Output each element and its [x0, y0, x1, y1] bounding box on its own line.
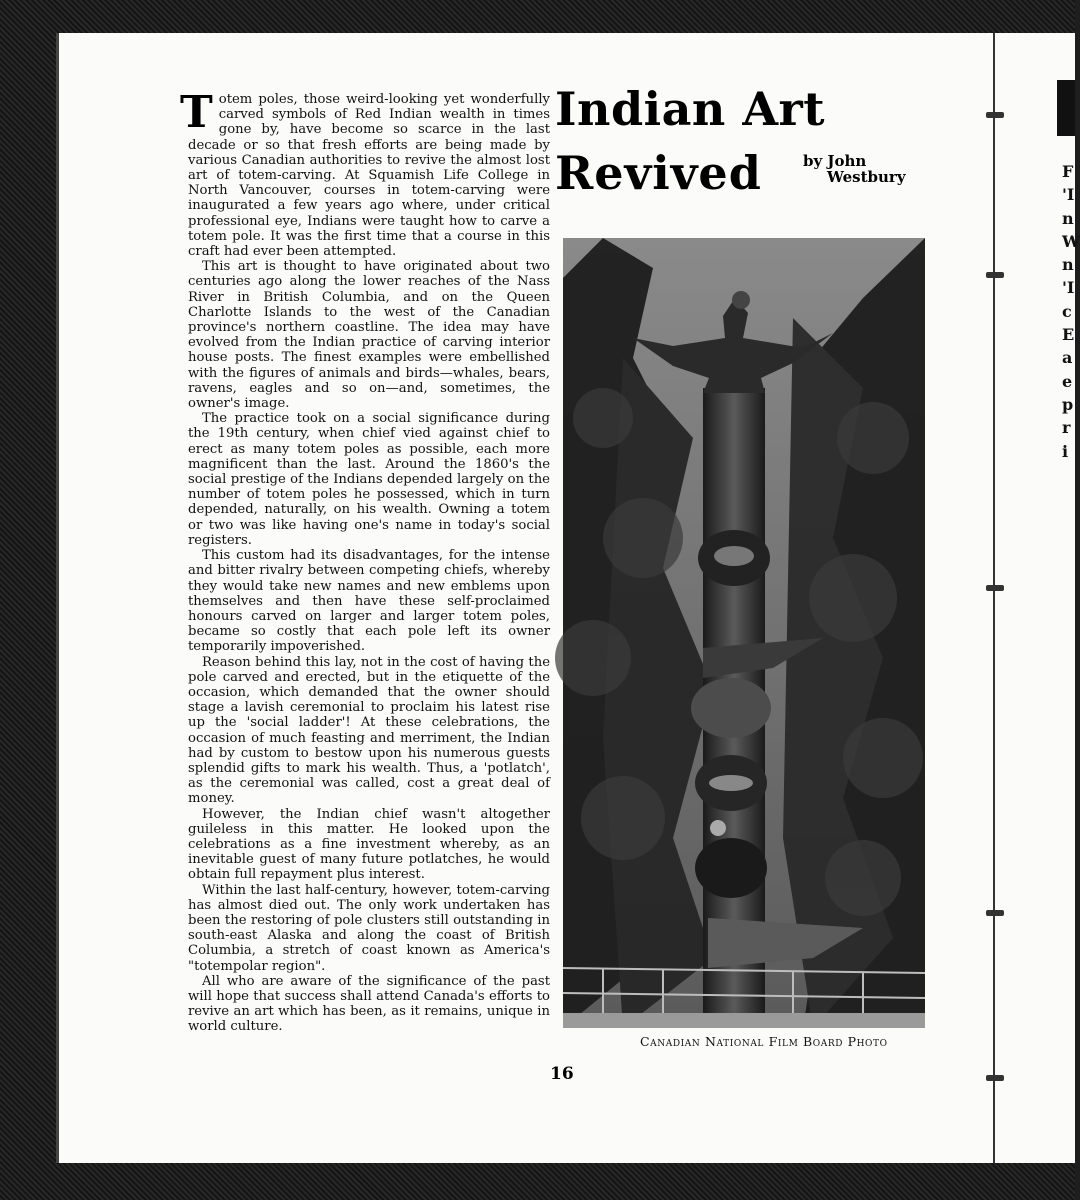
totem-pole-photo — [563, 238, 925, 1028]
paragraph-4: This custom had its disadvantages, for the intense and bitter rivalry between competing chiefs, whereby they would take new names and new emblems upon themselves and then have these self-proclaimed honours carved on larger and larger totem poles, became so costly that each pole left its owner temporarily impoverished. — [188, 548, 550, 655]
facing-page-letter: E — [1062, 325, 1075, 345]
facing-page-letter: n — [1062, 255, 1074, 275]
byline-author: by John — [803, 152, 867, 170]
paragraph-3: The practice took on a social significance during the 19th century, when chief vied against chief to erect as many totem poles as possible, each more magnificent than the last. Around the 1860's the social prestige of the Indians depended largely on the number of totem poles he possessed, which in turn depended, naturally, on his wealth. Owning a totem or two was like having one's name in today's social registers. — [188, 411, 550, 548]
gutter-line — [993, 33, 995, 1163]
drop-cap: T — [180, 87, 213, 138]
photo-caption: Canadian National Film Board Photo — [640, 1034, 888, 1049]
article-body — [180, 87, 550, 1035]
paragraph-1: Totem poles, those weird-looking yet wonderfully carved symbols of Red Indian wealth in times gone by, have become so scarce in the last decade or so that fresh efforts are being made by various Canadian authorities to revive the almost lost art of totem-carving. At Squamish Life College in North Vancouver, courses in totem-carving were inaugurated a few years ago where, under critical professional eye, Indians were taught how to carve a totem pole. It was the first time that a course in this craft had ever been attempted. — [180, 87, 550, 260]
facing-page-text — [1062, 160, 1080, 463]
paragraph-2: This art is thought to have originated about two centuries ago along the lower reaches of the Nass River in British Columbia, and on the Queen Charlotte Islands to the west of the Canadian province's northern coastline. The idea may have evolved from the Indian practice of carving interior house posts. The finest examples were embellished with the figures of animals and birds—whales, bears, ravens, eagles and so on—and, sometimes, the owner's image. — [188, 259, 550, 412]
facing-page-letter: c — [1062, 301, 1072, 321]
paragraph-8: All who are aware of the significance of the past will hope that success shall attend Canada's efforts to revive an art which has been, as it remains, unique in world culture. — [188, 973, 550, 1035]
paragraph-7: Within the last half-century, however, totem-carving has almost died out. The only work undertaken has been the restoring of pole clusters still outstanding in south-east Alaska and along the coast of British Columbia, a stretch of coast known as America's "totempolar region". — [188, 882, 550, 974]
facing-page-letter: W — [1062, 231, 1080, 251]
facing-page-letter: F — [1062, 162, 1074, 181]
facing-page-letter: p — [1062, 394, 1074, 414]
binding-mark — [986, 910, 1004, 916]
binding-mark — [986, 585, 1004, 591]
totem-pole-illustration — [563, 238, 925, 1028]
title-line-1: Indian Art — [555, 82, 826, 136]
byline — [803, 153, 906, 185]
page-edge — [56, 33, 59, 1163]
page-number: 16 — [550, 1064, 574, 1084]
facing-page-letter: e — [1062, 371, 1073, 391]
binding-mark — [986, 272, 1004, 278]
binding-mark — [986, 1075, 1004, 1081]
facing-page-letter: n — [1062, 208, 1074, 228]
paragraph-6: However, the Indian chief wasn't altogether guileless in this matter. He looked upon the celebrations as a fine investment whereby, as an inevitable guest of many future potlatches, he would obtain full repayment plus interest. — [188, 806, 550, 883]
title-line-2: Revived — [555, 146, 762, 200]
facing-page-letter: 'I — [1062, 278, 1075, 298]
byline-surname: Westbury — [827, 168, 906, 186]
binding-mark — [986, 112, 1004, 118]
facing-page-letter: i — [1062, 441, 1069, 461]
facing-page-letter: 'I — [1062, 185, 1075, 205]
facing-page-letter: a — [1062, 348, 1073, 368]
facing-page-heading-block — [1057, 80, 1075, 136]
paragraph-5: Reason behind this lay, not in the cost of having the pole carved and erected, but in the etiquette of the occasion, which demanded that the owner should stage a lavish ceremonial to proclaim his latest rise up the 'social ladder'! At these celebrations, the occasion of much feasting and merriment, the Indian had by custom to bestow upon his numerous guests splendid gifts to mark his wealth. Thus, a 'potlatch', as the ceremonial was called, cost a great deal of money. — [188, 654, 550, 807]
facing-page-letter: r — [1062, 418, 1071, 438]
